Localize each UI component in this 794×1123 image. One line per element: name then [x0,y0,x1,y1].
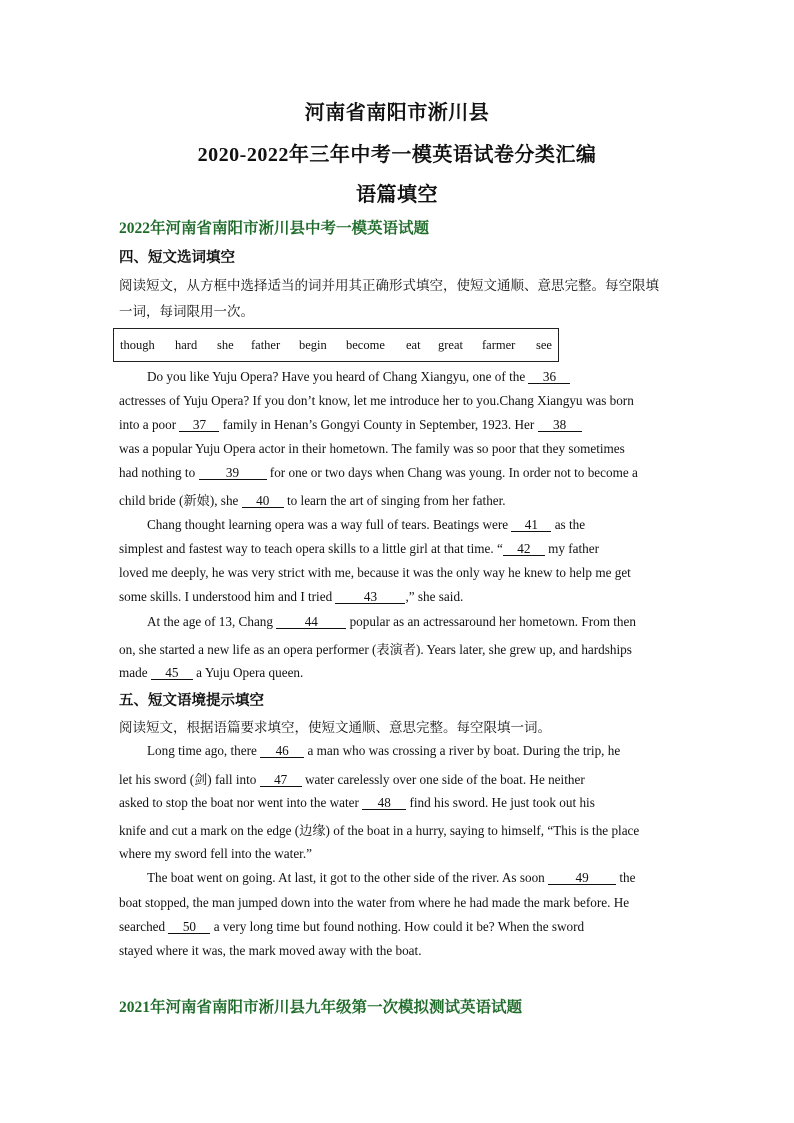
section-2021-heading: 2021年河南省南阳市淅川县九年级第一次模拟测试英语试题 [119,999,523,1016]
answer-blank-48[interactable]: 48 [362,796,406,810]
word-bank-item: she [217,338,234,352]
passage-line [119,919,677,935]
passage-line: actresses of Yuju Opera? If you don’t know, let me introduce her to you.Chang Xiangyu was born [119,393,634,408]
answer-blank-40[interactable]: 40 [242,494,284,508]
passage-text: popular as an actressaround her hometown. From then [346,614,636,629]
answer-blank-46[interactable]: 46 [260,744,304,758]
passage-line: knife and cut a mark on the edge (边缘) of the boat in a hurry, saying to himself, “This is the place [119,823,640,838]
part5-heading: 五、短文语境提示填空 [119,693,264,709]
passage-text: for one or two days when Chang was young. In order not to become a [266,465,638,480]
passage-line: was a popular Yuju Opera actor in their hometown. The family was so poor that they sometimes [119,441,625,456]
passage-text: At the age of 13, Chang [147,614,277,629]
answer-blank-39[interactable]: 39 [199,466,267,480]
passage-text: water carelessly over one side of the boat. He neither [301,772,585,787]
passage-text: find his sword. He just took out his [406,795,595,810]
word-bank-item: great [438,338,463,352]
passage-text: Do you like Yuju Opera? Have you heard of Chang Xiangyu, one of the [147,369,529,384]
answer-blank-41[interactable]: 41 [511,518,551,532]
word-bank-box [113,328,559,362]
section-2022-heading: 2022年河南省南阳市淅川县中考一模英语试题 [119,220,430,237]
passage-line [147,614,677,630]
answer-blank-49[interactable]: 49 [548,871,616,885]
answer-blank-38[interactable]: 38 [538,418,582,432]
word-bank-item: see [536,338,552,352]
doc-title-line3: 语篇填空 [356,184,438,206]
answer-blank-42[interactable]: 42 [503,542,545,556]
passage-text: my father [544,541,600,556]
passage-line [147,870,677,886]
passage-text: Long time ago, there [147,743,261,758]
passage-text: The boat went on going. At last, it got to the other side of the river. As soon [147,870,549,885]
passage-line [119,665,677,681]
word-bank-item: hard [175,338,198,352]
passage-text: ,” she said. [405,589,464,604]
passage-line [119,795,677,811]
passage-text: simplest and fastest way to teach opera skills to a little girl at that time. “ [119,541,503,556]
part4-instructions-2: 一词，每词限用一次。 [119,304,254,320]
passage-text: asked to stop the boat nor went into the water [119,795,363,810]
passage-line [147,743,677,759]
passage-text: as the [551,517,586,532]
passage-line [119,769,677,788]
answer-blank-45[interactable]: 45 [151,666,193,680]
passage-text: let his sword (剑) fall into [119,772,260,787]
passage-line [147,517,677,533]
passage-text: the [616,870,636,885]
answer-blank-50[interactable]: 50 [168,920,210,934]
passage-text: family in Henan’s Gongyi County in September, 1923. Her [219,417,538,432]
passage-line [119,490,677,509]
passage-text: Chang thought learning opera was a way full of tears. Beatings were [147,517,512,532]
passage-text: searched [119,919,169,934]
passage-line [119,417,677,433]
doc-title-line2: 2020-2022年三年中考一模英语试卷分类汇编 [197,144,597,166]
passage-line [119,541,677,557]
word-bank-item: farmer [482,338,516,352]
passage-text: made [119,665,151,680]
passage-line: stayed where it was, the mark moved away with the boat. [119,943,422,958]
passage-line: boat stopped, the man jumped down into the water from where he had made the mark before. He [119,895,630,910]
answer-blank-44[interactable]: 44 [276,615,346,629]
passage-line [147,369,677,385]
doc-title-line1: 河南省南阳市淅川县 [304,102,490,124]
passage-line [119,589,677,605]
passage-line: on, she started a new life as an opera performer (表演者). Years later, she grew up, and hardships [119,642,632,657]
part4-heading: 四、短文选词填空 [119,250,235,266]
passage-text: a very long time but found nothing. How could it be? When the sword [210,919,585,934]
word-bank-item: begin [299,338,327,352]
answer-blank-36[interactable]: 36 [528,370,570,384]
answer-blank-47[interactable]: 47 [260,773,302,787]
passage-line [119,465,677,481]
passage-text: a Yuju Opera queen. [192,665,304,680]
passage-line: loved me deeply, he was very strict with me, because it was the only way he knew to help me get [119,565,631,580]
passage-text: into a poor [119,417,180,432]
word-bank-item: though [120,338,155,352]
passage-text: some skills. I understood him and I tried [119,589,336,604]
passage-text: child bride (新娘), she [119,493,242,508]
word-bank-item: eat [406,338,421,352]
passage-line: where my sword fell into the water.” [119,846,312,861]
passage-text: had nothing to [119,465,199,480]
part5-instructions: 阅读短文，根据语篇要求填空，使短文通顺、意思完整。每空限填一词。 [119,720,551,736]
passage-text: to learn the art of singing from her father. [283,493,506,508]
answer-blank-43[interactable]: 43 [335,590,405,604]
word-bank-item: father [251,338,281,352]
answer-blank-37[interactable]: 37 [179,418,219,432]
passage-text: a man who was crossing a river by boat. During the trip, he [304,743,621,758]
word-bank-item: become [346,338,385,352]
part4-instructions-1: 阅读短文，从方框中选择适当的词并用其正确形式填空，使短文通顺、意思完整。每空限填 [119,278,659,294]
